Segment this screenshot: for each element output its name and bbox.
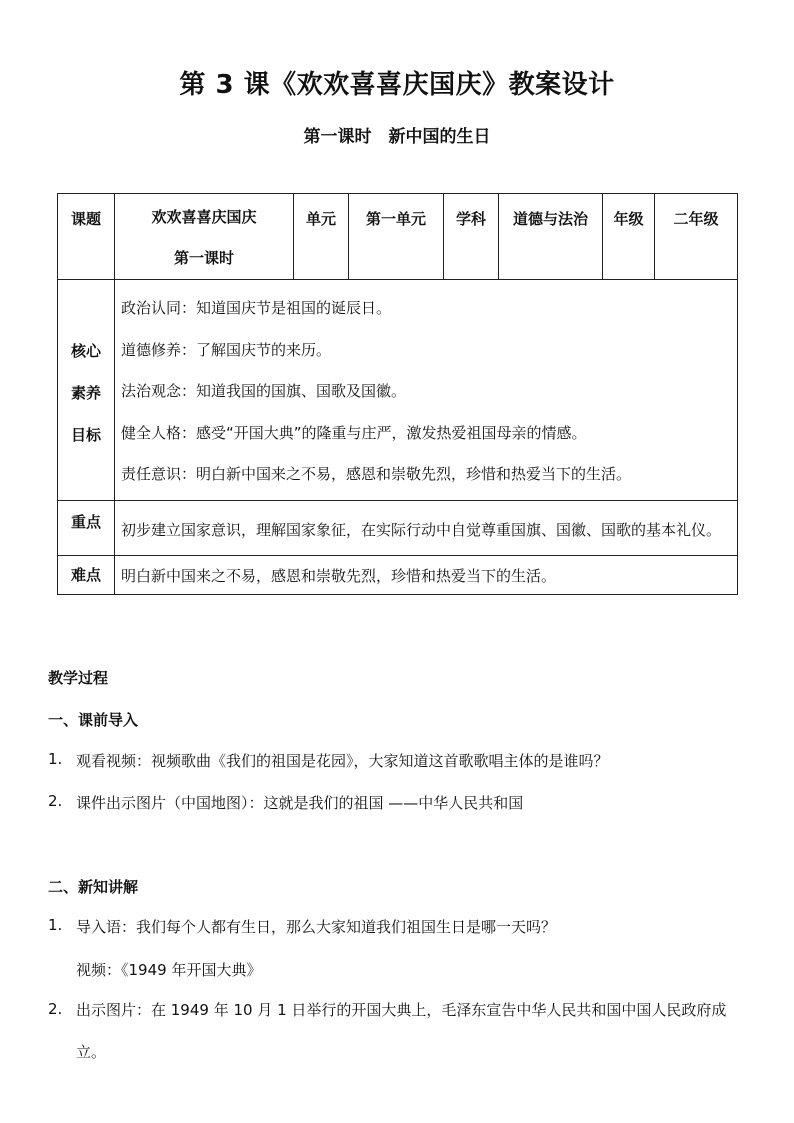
list-text: 课件出示图片（中国地图）：这就是我们的祖国 ——中华人民共和国 (76, 794, 524, 812)
core-goal-personality: 健全人格：感受“开国大典”的隆重与庄严，激发热爱祖国母亲的情感。 (121, 423, 587, 442)
grade-label-cell (603, 194, 655, 280)
core-literacy-row (58, 280, 738, 501)
list-text: 导入语：我们每个人都有生日，那么大家知道我们祖国生日是哪一天吗？ (76, 918, 557, 936)
course-label: 课题 (70, 210, 101, 228)
unit-label: 单元 (305, 210, 336, 228)
key-point-content: 初步建立国家意识，理解国家象征，在实际行动中自觉尊重国旗、国徽、国歌的基本礼仪。 (115, 500, 738, 555)
difficulty-label: 难点 (70, 565, 101, 584)
core-label-line3: 目标 (70, 426, 101, 444)
table-header-row (58, 194, 738, 280)
core-label-line1: 核心 (70, 342, 101, 360)
difficulty-row (58, 555, 738, 594)
subject-value-cell (499, 194, 603, 280)
list-subtext: 视频：《1949 年开国大典》 (76, 961, 262, 979)
list-number: 2. (48, 1000, 63, 1018)
subject-value: 道德与法治 (512, 210, 588, 228)
subject-label-cell (444, 194, 499, 280)
list-text: 出示图片：在 1949 年 10 月 1 日举行的开国大典上，毛泽东宣告中华人民共和国中国人民政府成立。 (76, 1001, 727, 1061)
difficulty-label-cell (58, 555, 115, 594)
list-number: 1. (48, 750, 63, 768)
core-goal-law: 法治观念：知道我国的国旗、国歌及国徽。 (121, 382, 407, 400)
core-literacy-content (115, 280, 738, 501)
course-label-cell (58, 194, 115, 280)
list-text: 观看视频：视频歌曲《我们的祖国是花园》，大家知道这首歌歌唱主体的是谁吗？ (76, 752, 609, 770)
key-point-row (58, 500, 738, 555)
key-point-label: 重点 (70, 512, 101, 531)
document-subtitle: 第一课时 新中国的生日 (303, 127, 491, 147)
core-goal-moral: 道德修养：了解国庆节的来历。 (121, 340, 332, 359)
key-point-label-cell (58, 500, 115, 555)
teaching-process-heading: 教学过程 (48, 669, 109, 687)
subject-label: 学科 (455, 210, 486, 228)
section1-heading: 一、课前导入 (48, 711, 139, 729)
course-name-line2: 第一课时 (173, 249, 234, 267)
core-goal-political: 政治认同：知道国庆节是祖国的诞辰日。 (121, 299, 392, 317)
list-number: 2. (48, 792, 63, 810)
grade-value-cell (655, 194, 738, 280)
grade-value: 二年级 (673, 210, 719, 228)
difficulty-content: 明白新中国来之不易，感恩和崇敬先烈，珍惜和热爱当下的生活。 (115, 555, 738, 594)
core-literacy-label-cell (58, 280, 115, 501)
section2-heading: 二、新知讲解 (48, 878, 139, 896)
document-title: 第 3 课《欢欢喜喜庆国庆》教案设计 (179, 70, 615, 100)
list-number: 1. (48, 916, 63, 934)
grade-label: 年级 (613, 210, 644, 228)
core-label-line2: 素养 (70, 384, 101, 402)
unit-value-cell (349, 194, 444, 280)
unit-label-cell (294, 194, 349, 280)
lesson-info-table (57, 193, 738, 595)
core-goal-responsibility: 责任意识：明白新中国来之不易，感恩和崇敬先烈，珍惜和热爱当下的生活。 (121, 465, 632, 483)
course-name-cell (115, 194, 294, 280)
unit-value: 第一单元 (365, 210, 426, 228)
course-name-line1: 欢欢喜喜庆国庆 (151, 208, 257, 226)
